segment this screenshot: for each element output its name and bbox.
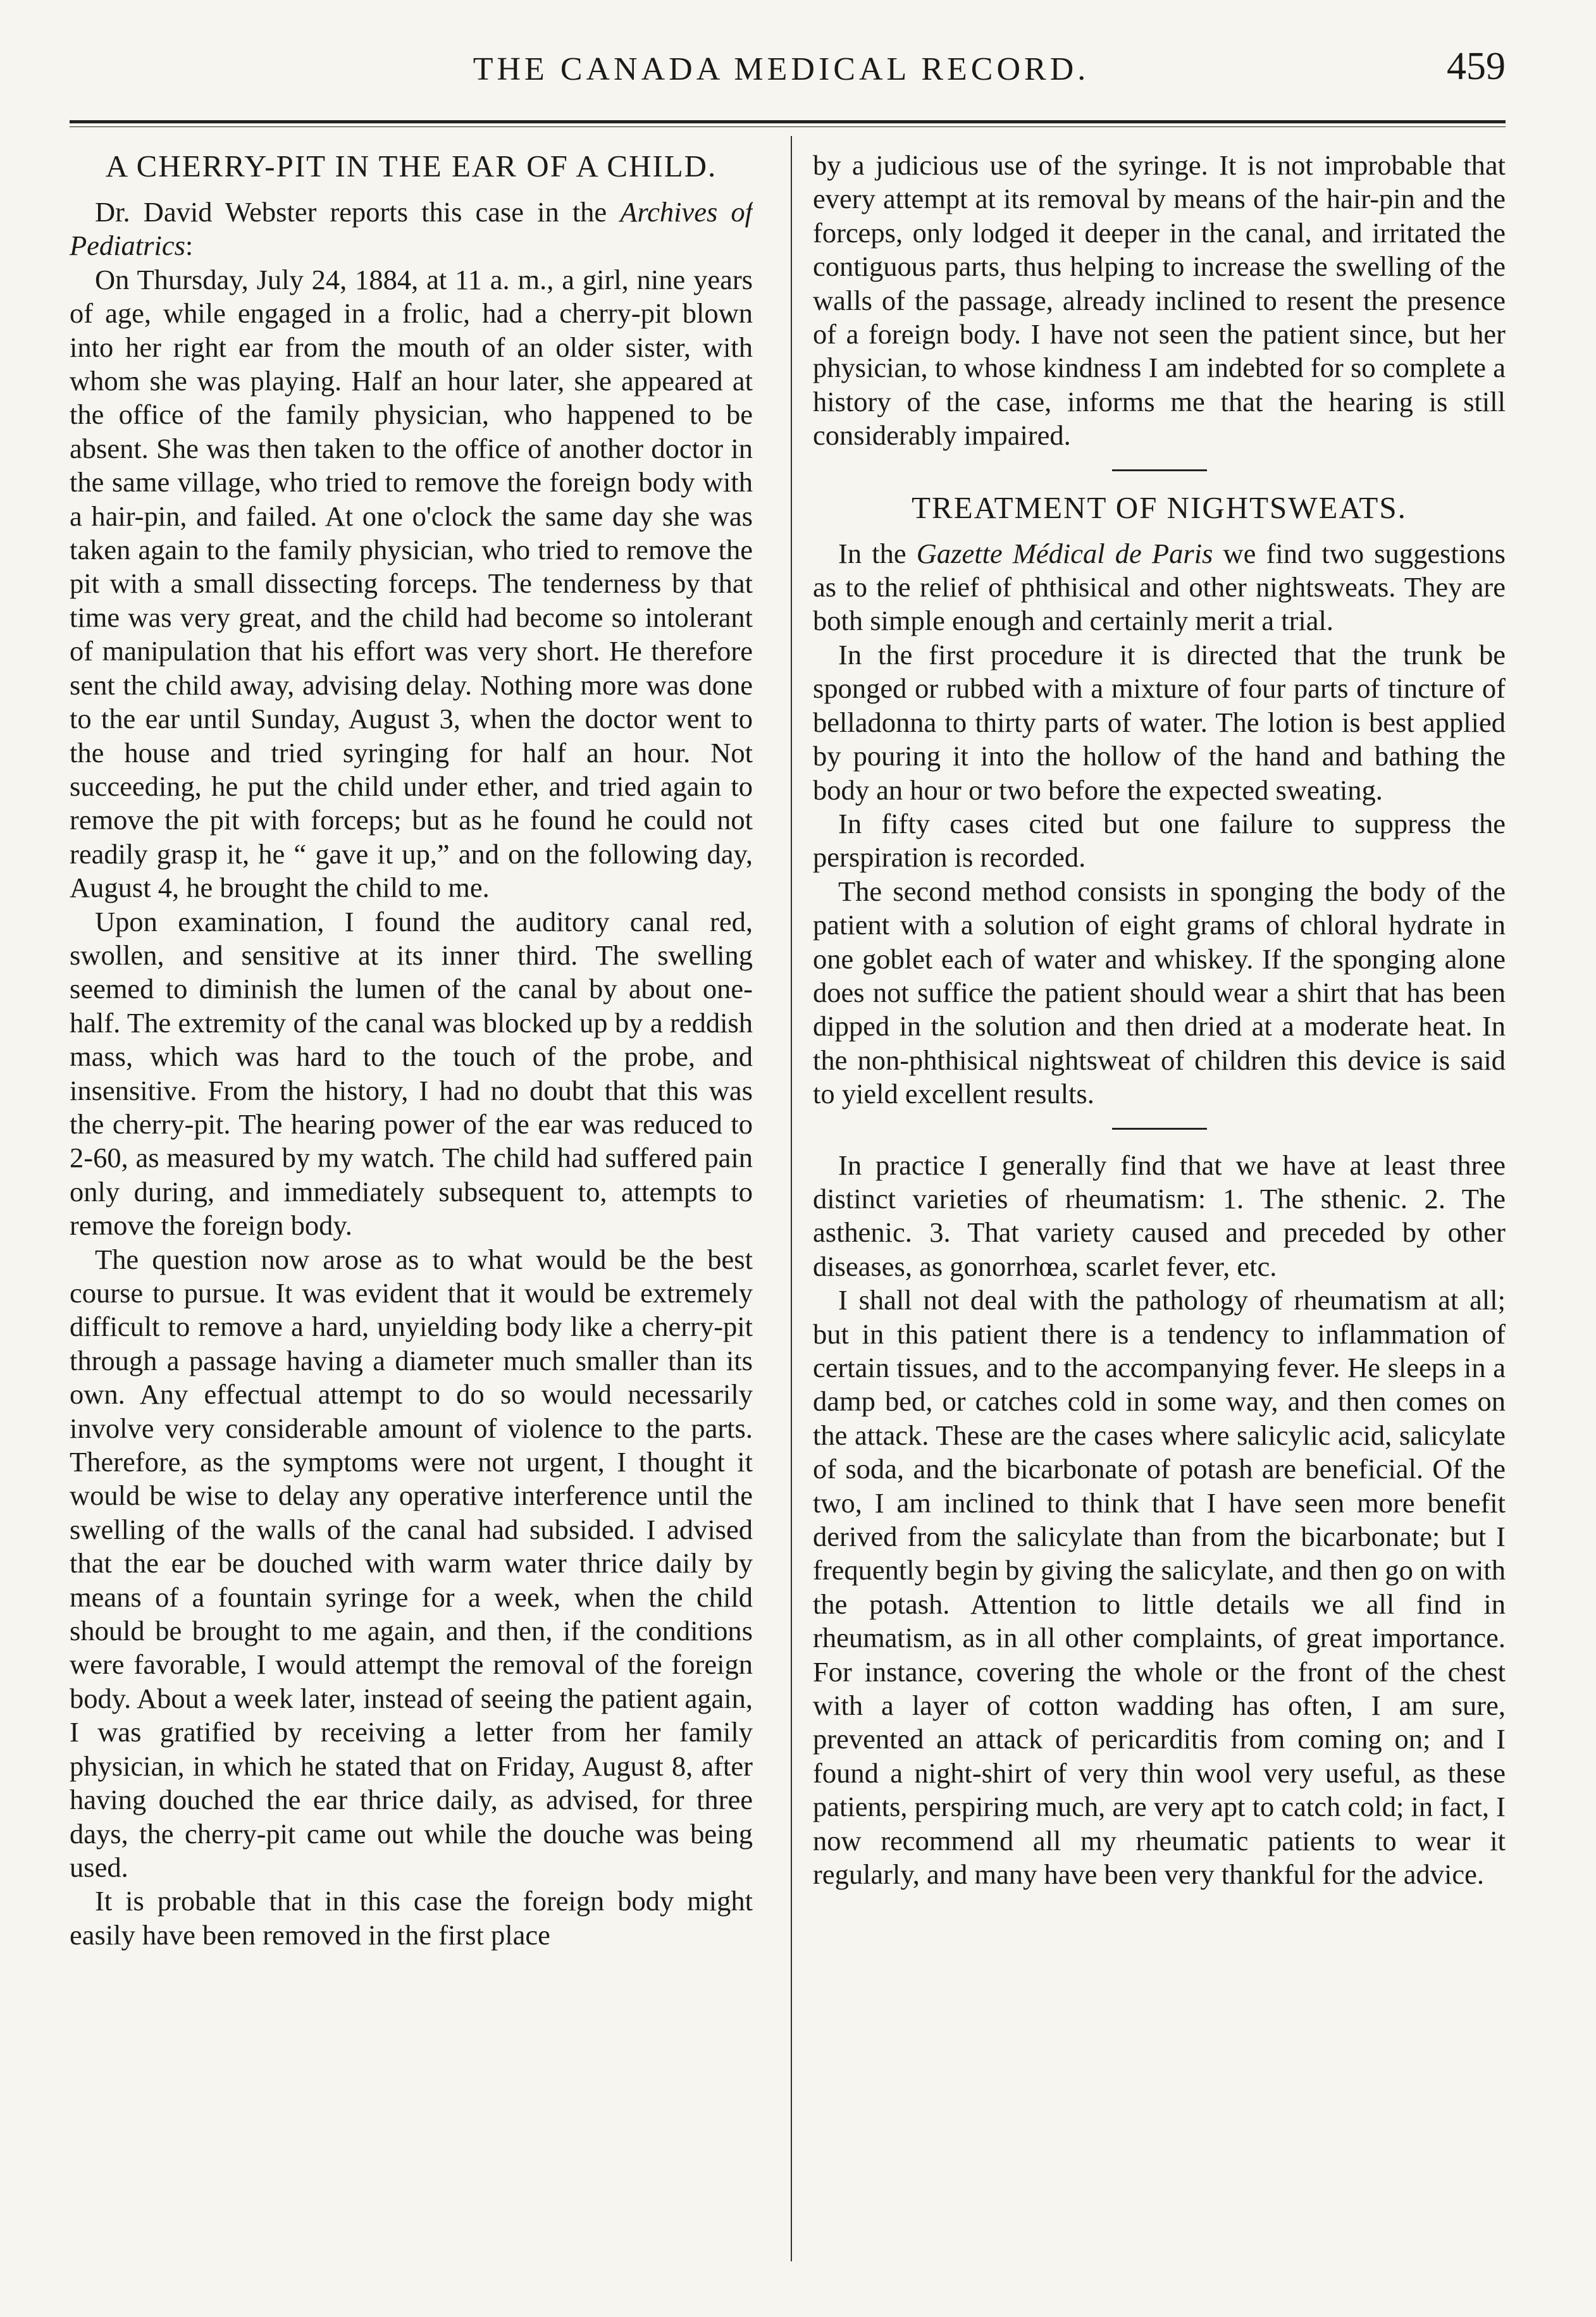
nightsweats-intro bbox=[813, 537, 1506, 638]
page-number: 459 bbox=[1447, 45, 1506, 88]
running-head bbox=[70, 44, 1506, 95]
article-title-nightsweats: TREATMENT OF NIGHTSWEATS. bbox=[912, 490, 1407, 525]
paragraph: In the first procedure it is directed that the trunk be sponged or rubbed with a mixture of four parts of tincture of belladonna to thirty parts of water. The lotion is best applied by pouring it into the hollow of the hand and bathing the body an hour or two before the expected sweating. bbox=[813, 638, 1506, 806]
paragraph: On Thursday, July 24, 1884, at 11 a. m., a girl, nine years of age, while engaged in a frolic, had a cherry-pit blown into her right ear from the mouth of an older sister, with whom she was playing. Half an hour later, she appeared at the office of the family physician, who happened to be absent. She was then taken to the office of another doctor in the same village, who tried to remove the foreign body with a hair-pin, and failed. At one o'clock the same day she was taken again to the family physician, who tried to remove the pit with a small dissecting forceps. The tenderness by that time was very great, and the child had become so intolerant of manipulation that his effort was very short. He therefore sent the child away, advising delay. Nothing more was done to the ear until Sunday, August 3, when the doctor went to the house and tried syringing for half an hour. Not succeeding, he put the child under ether, and tried again to remove the pit with forceps; but as he found he could not readily grasp it, he “ gave it up,” and on the following day, August 4, he brought the child to me. bbox=[70, 263, 753, 904]
section-divider bbox=[1112, 469, 1207, 471]
right-column bbox=[813, 149, 1506, 2274]
paragraph: In fifty cases cited but one failure to suppress the perspiration is recorded. bbox=[813, 807, 1506, 874]
paragraph: Upon examination, I found the auditory canal red, swollen, and sensitive at its inner third. The swelling seemed to diminish the lumen of the canal by about one-half. The extremity of the canal was blocked up by a reddish mass, which was hard to the touch of the probe, and insensitive. From the history, I had no doubt that this was the cherry-pit. The hearing power of the ear was reduced to 2-60, as measured by my watch. The child had suffered pain only during, and immediately subsequent to, attempts to remove the foreign body. bbox=[70, 905, 753, 1242]
paragraph: The second method consists in sponging the body of the patient with a solution of eight grams of chloral hydrate in one goblet each of water and whiskey. If the sponging alone does not suffice the patient should wear a shirt that has been dipped in the solution and then dried at a moderate heat. In the non-phthisical nightsweat of children this device is said to yield excellent results. bbox=[813, 875, 1506, 1110]
journal-name: Gazette Médical de Paris bbox=[916, 537, 1213, 569]
paragraph: It is probable that in this case the foreign body might easily have been removed in the first place bbox=[70, 1885, 753, 1951]
article-title-cherry-pit: A CHERRY-PIT IN THE EAR OF A CHILD. bbox=[105, 149, 717, 183]
header-rule bbox=[70, 120, 1506, 127]
paragraph: In practice I generally find that we have at least three distinct varieties of rheumatism: 1. The sthenic. 2. The asthenic. 3. That variety caused and preceded by other diseases, as gonorrhœa, scarlet fever, etc. bbox=[813, 1149, 1506, 1282]
intro-text: Dr. David Webster reports this case in the bbox=[95, 196, 621, 228]
intro-text-end: : bbox=[185, 230, 194, 262]
paragraph: I shall not deal with the pathology of rheumatism at all; but in this patient there is a tendency to inflammation of certain tissues, and to the accompanying fever. He sleeps in a damp bed, or catches cold in some way, and then comes on the attack. These are the cases where salicylic acid, salicylate of soda, and the bicarbonate of potash are beneficial. Of the two, I am inclined to think that I have seen more benefit derived from the salicylate than from the bicarbonate; but I frequently begin by giving the salicylate, and then go on with the potash. Attention to little details we all find in rheumatism, as in all other complaints, of great importance. For instance, covering the whole or the front of the chest with a layer of cotton wadding has often, I am sure, prevented an attack of pericarditis from coming on; and I found a night-shirt of very thin wool very useful, as these patients, perspiring much, are very apt to catch cold; in fact, I now recommend all my rheumatic patients to wear it regularly, and many have been very thankful for the advice. bbox=[813, 1284, 1506, 1891]
intro-text: In the bbox=[838, 537, 917, 569]
paragraph: The question now arose as to what would be the best course to pursue. It was evident that it would be extremely difficult to remove a hard, unyielding body like a cherry-pit through a passage having a diameter much smaller than its own. Any effectual attempt to do so would necessarily involve very considerable amount of violence to the parts. Therefore, as the symptoms were not urgent, I thought it would be wise to delay any operative interference until the swelling of the walls of the canal had subsided. I advised that the ear be douched with warm water thrice daily by means of a fountain syringe for a week, when the child should be brought to me again, and then, if the conditions were favorable, I would attempt the removal of the foreign body. About a week later, instead of seeing the patient again, I was gratified by receiving a letter from her family physician, in which he stated that on Friday, August 8, after having douched the ear thrice daily, as advised, for three days, the cherry-pit came out while the douche was being used. bbox=[70, 1243, 753, 1883]
running-title: THE CANADA MEDICAL RECORD. bbox=[473, 51, 1090, 87]
intro-paragraph bbox=[70, 195, 753, 263]
intro-text-end: we find two suggestions as to the relief of phthisical and other nightsweats. They are both simple enough and certainly merit a trial. bbox=[813, 537, 1506, 637]
column-divider bbox=[791, 136, 792, 2261]
continuation-paragraph: by a judicious use of the syringe. It is not improbable that every attempt at its removal by means of the hair-pin and the forceps, only lodged it deeper in the canal, and irritated the contiguous parts, thus helping to increase the swelling of the walls of the passage, already inclined to resent the presence of a foreign body. I have not seen the patient since, but her physician, to whose kindness I am indebted for so complete a history of the case, informs me that the hearing is still considerably impaired. bbox=[813, 149, 1506, 452]
section-divider bbox=[1112, 1128, 1207, 1130]
journal-name: Archives of Pediatrics bbox=[70, 196, 753, 262]
left-column bbox=[70, 149, 753, 2274]
